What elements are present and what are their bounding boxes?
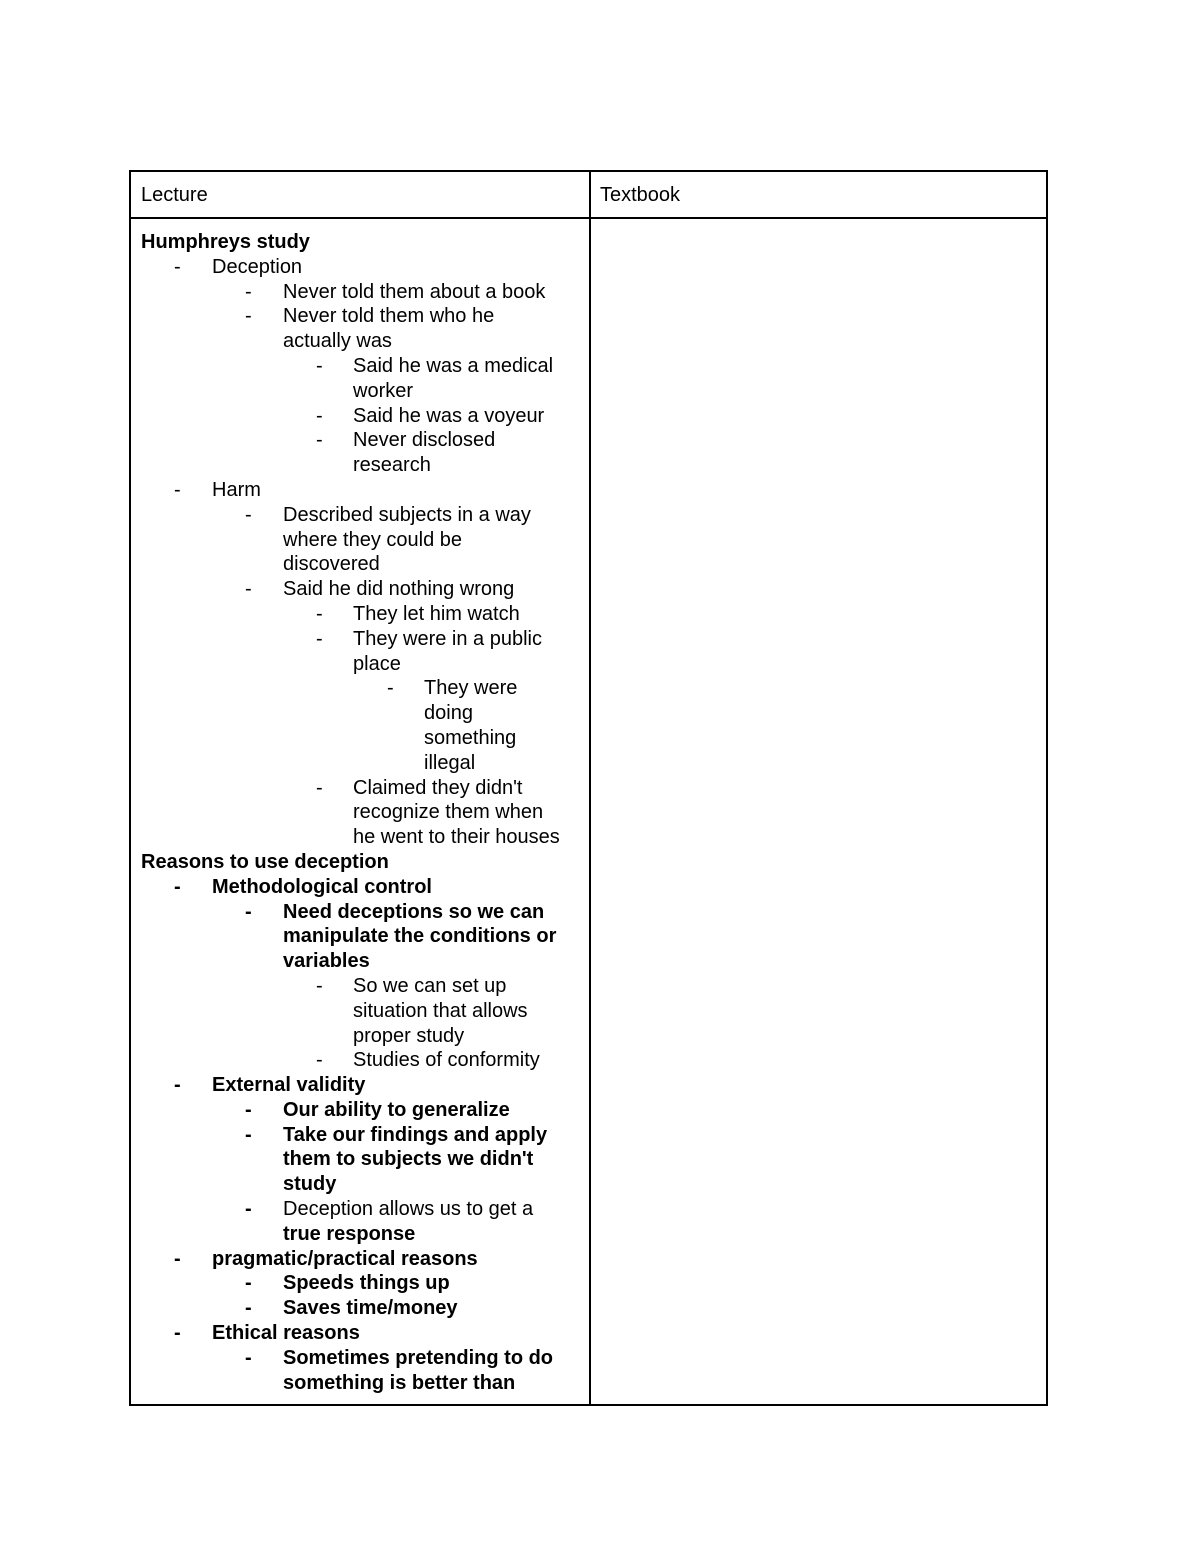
bullet-dash: - — [245, 900, 252, 923]
lecture-note-line — [141, 800, 587, 825]
lecture-note-line — [141, 924, 587, 949]
lecture-note-line — [141, 404, 587, 429]
lecture-note-text: Speeds things up — [283, 1272, 450, 1295]
lecture-note-line — [141, 1048, 587, 1073]
lecture-note-line — [141, 999, 587, 1024]
lecture-note-text: So we can set up — [353, 974, 507, 997]
lecture-note-line — [141, 453, 587, 478]
lecture-note-text: illegal — [424, 751, 476, 774]
lecture-note-line — [141, 255, 587, 280]
bullet-dash: - — [316, 354, 323, 377]
lecture-note-line — [141, 1371, 587, 1396]
lecture-note-text: External validity — [212, 1074, 366, 1097]
lecture-note-line — [141, 528, 587, 553]
lecture-note-line — [141, 652, 587, 677]
lecture-note-line — [141, 1024, 587, 1049]
lecture-note-line — [141, 1123, 587, 1148]
lecture-note-text: Said he was a medical — [353, 354, 554, 377]
bullet-dash: - — [245, 503, 252, 526]
lecture-note-text: Said he did nothing wrong — [283, 578, 515, 601]
bullet-dash: - — [174, 478, 181, 501]
lecture-note-text: Deception allows us to get a — [283, 1198, 534, 1221]
lecture-note-text: where they could be — [283, 528, 463, 551]
lecture-note-line — [141, 1321, 587, 1346]
lecture-note-line — [141, 1296, 587, 1321]
lecture-note-text: Described subjects in a way — [283, 503, 531, 526]
lecture-note-text: Deception — [212, 255, 303, 278]
lecture-note-line — [141, 900, 587, 925]
lecture-note-text: true response — [283, 1222, 416, 1245]
lecture-note-line — [141, 280, 587, 305]
lecture-note-line — [141, 230, 587, 255]
lecture-note-text: They let him watch — [353, 602, 520, 625]
lecture-note-text: Said he was a voyeur — [353, 404, 545, 427]
lecture-note-line — [141, 825, 587, 850]
bullet-dash: - — [245, 1346, 252, 1369]
lecture-note-text: them to subjects we didn't — [283, 1148, 534, 1171]
bullet-dash: - — [245, 1098, 252, 1121]
lecture-note-text: research — [353, 454, 431, 477]
lecture-note-line — [141, 503, 587, 528]
lecture-note-text: Saves time/money — [283, 1297, 458, 1320]
lecture-note-line — [141, 1172, 587, 1197]
lecture-note-line — [141, 776, 587, 801]
bullet-dash: - — [316, 1049, 323, 1072]
bullet-dash: - — [245, 1272, 252, 1295]
bullet-dash: - — [174, 1074, 181, 1097]
bullet-dash: - — [245, 280, 252, 303]
lecture-note-line — [141, 1222, 587, 1247]
lecture-note-line — [141, 1247, 587, 1272]
bullet-dash: - — [316, 974, 323, 997]
lecture-note-text: They were — [424, 677, 518, 700]
lecture-note-text: Sometimes pretending to do — [283, 1346, 554, 1369]
lecture-note-text: Studies of conformity — [353, 1049, 540, 1072]
lecture-note-text: proper study — [353, 1024, 465, 1047]
lecture-note-line — [141, 329, 587, 354]
bullet-dash: - — [174, 1247, 181, 1270]
lecture-note-line — [141, 974, 587, 999]
lecture-note-text: Never told them who he — [283, 305, 495, 328]
lecture-note-line — [141, 1147, 587, 1172]
bullet-dash: - — [245, 1297, 252, 1320]
lecture-note-text: Never disclosed — [353, 429, 496, 452]
lecture-notes-cell — [141, 230, 587, 1395]
lecture-note-text: Need deceptions so we can — [283, 900, 545, 923]
column-divider — [589, 172, 591, 1404]
lecture-note-text: Claimed they didn't — [353, 776, 523, 799]
lecture-note-text: Never told them about a book — [283, 280, 546, 303]
lecture-note-line — [141, 1346, 587, 1371]
lecture-note-text: discovered — [283, 553, 380, 576]
bullet-dash: - — [316, 404, 323, 427]
lecture-note-line — [141, 850, 587, 875]
lecture-note-line — [141, 602, 587, 627]
lecture-note-line — [141, 751, 587, 776]
bullet-dash: - — [316, 627, 323, 650]
bullet-dash: - — [316, 776, 323, 799]
lecture-note-line — [141, 552, 587, 577]
lecture-note-text: study — [283, 1173, 337, 1196]
lecture-note-text: manipulate the conditions or — [283, 925, 557, 948]
bullet-dash: - — [245, 1123, 252, 1146]
lecture-note-line — [141, 478, 587, 503]
lecture-note-text: Harm — [212, 478, 261, 501]
bullet-dash: - — [316, 429, 323, 452]
lecture-note-text: Ethical reasons — [212, 1322, 360, 1345]
bullet-dash: - — [245, 305, 252, 328]
lecture-note-text: situation that allows — [353, 999, 528, 1022]
lecture-note-text: worker — [353, 379, 414, 402]
lecture-note-line — [141, 1197, 587, 1222]
lecture-note-line — [141, 875, 587, 900]
lecture-note-text: Take our findings and apply — [283, 1123, 548, 1146]
lecture-note-line — [141, 304, 587, 329]
lecture-note-text: something is better than — [283, 1371, 516, 1394]
bullet-dash: - — [174, 255, 181, 278]
lecture-note-line — [141, 949, 587, 974]
header-lecture: Lecture — [141, 184, 208, 206]
lecture-note-line — [141, 354, 587, 379]
bullet-dash: - — [174, 875, 181, 898]
lecture-note-line — [141, 1098, 587, 1123]
lecture-note-text: pragmatic/practical reasons — [212, 1247, 478, 1270]
lecture-note-line — [141, 379, 587, 404]
lecture-note-text: variables — [283, 950, 370, 973]
lecture-note-text: Humphreys study — [141, 231, 310, 253]
lecture-note-text: Our ability to generalize — [283, 1098, 510, 1121]
header-divider — [131, 217, 1046, 219]
lecture-note-line — [141, 627, 587, 652]
lecture-note-text: place — [353, 652, 401, 675]
lecture-note-line — [141, 1271, 587, 1296]
lecture-note-text: They were in a public — [353, 627, 542, 650]
lecture-note-text: actually was — [283, 330, 392, 353]
lecture-note-text: doing — [424, 702, 473, 725]
lecture-note-line — [141, 428, 587, 453]
notes-table — [129, 170, 1048, 1406]
lecture-note-line — [141, 676, 587, 701]
lecture-note-text: Methodological control — [212, 875, 432, 898]
bullet-dash: - — [387, 677, 394, 700]
header-textbook: Textbook — [600, 184, 681, 206]
lecture-note-line — [141, 726, 587, 751]
lecture-note-text: Reasons to use deception — [141, 850, 389, 873]
lecture-note-line — [141, 1073, 587, 1098]
lecture-note-line — [141, 701, 587, 726]
bullet-dash: - — [174, 1322, 181, 1345]
lecture-note-text: he went to their houses — [353, 826, 560, 849]
bullet-dash: - — [316, 602, 323, 625]
lecture-note-line — [141, 577, 587, 602]
bullet-dash: - — [245, 578, 252, 601]
lecture-note-text: recognize them when — [353, 801, 544, 824]
lecture-note-text: something — [424, 726, 517, 749]
bullet-dash: - — [245, 1198, 252, 1221]
